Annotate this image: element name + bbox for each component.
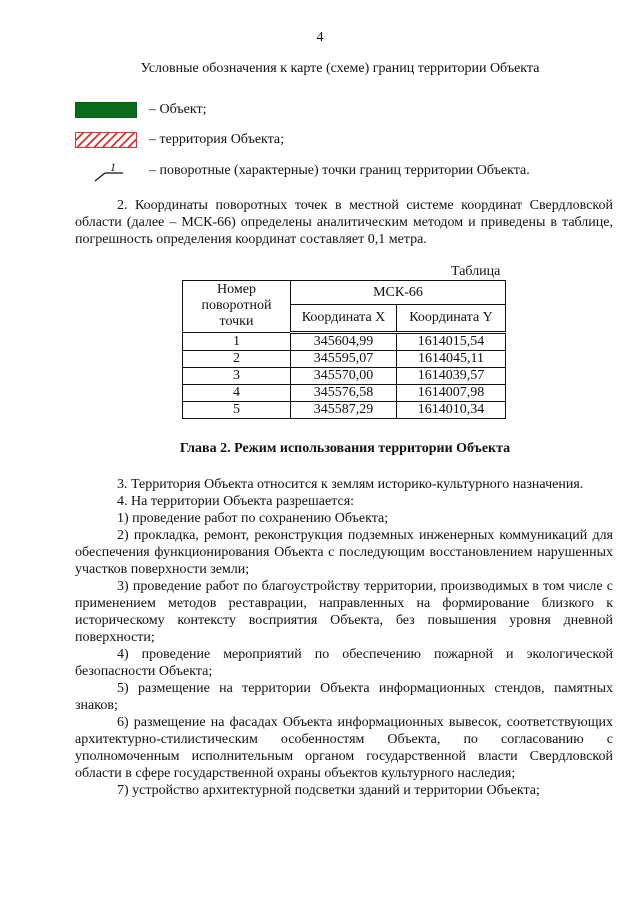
intro-text: 2. Координаты поворотных точек в местной системе координат Свердловской области (далее – МСК-66) определены аналитическим методом и приведены в таблице, погрешность определения координат составляет 0,1 метра. xyxy=(75,198,613,247)
legend-label-object: – Объект; xyxy=(149,102,207,117)
cell-y: 1614039,57 xyxy=(397,368,506,385)
list-item: 4) проведение мероприятий по обеспечению пожарной и экологической безопасности Объекта; xyxy=(75,647,613,679)
cell-point-number: 4 xyxy=(183,385,291,402)
cell-x: 345595,07 xyxy=(291,351,397,368)
list-item: 3) проведение работ по благоустройству территории, производимых в том числе с применением методов реставрации, направленных на формирование близкого к историческому контексту восприятия Объекта, без повышения уровня дневной поверхности; xyxy=(75,579,613,645)
page-number: 4 xyxy=(316,30,324,45)
cell-x: 345570,00 xyxy=(291,368,397,385)
territory-hatch-icon xyxy=(75,132,137,148)
coordinates-table xyxy=(182,280,506,419)
chapter-title: Глава 2. Режим использования территории Объекта xyxy=(179,441,511,456)
cell-point-number: 2 xyxy=(183,351,291,368)
paragraph-4: 4. На территории Объекта разрешается: xyxy=(117,494,355,509)
list-item: 1) проведение работ по сохранению Объекта; xyxy=(117,511,389,526)
object-swatch-icon xyxy=(75,102,137,118)
regime-paragraphs xyxy=(75,476,613,799)
header-coordinate-system: МСК-66 xyxy=(291,281,506,305)
paragraph-3: 3. Территория Объекта относится к землям историко-культурного назначения. xyxy=(117,477,584,492)
legend-item-territory xyxy=(75,129,284,151)
coordinates-paragraph xyxy=(75,197,613,248)
cell-x: 345587,29 xyxy=(291,402,397,419)
table-row xyxy=(183,351,506,368)
cell-x: 345576,58 xyxy=(291,385,397,402)
cell-point-number: 5 xyxy=(183,402,291,419)
cell-point-number: 1 xyxy=(183,333,291,351)
list-item: 2) прокладка, ремонт, реконструкция подземных инженерных коммуникаций для обеспечения функционирования Объекта с последующим восстановлением нарушенных участков поверхности земли; xyxy=(75,528,613,577)
legend-title: Условные обозначения к карте (схеме) границ территории Объекта xyxy=(140,61,540,76)
legend-item-object xyxy=(75,99,206,121)
cell-y: 1614045,11 xyxy=(397,351,506,368)
table-row xyxy=(183,402,506,419)
cell-y: 1614010,34 xyxy=(397,402,506,419)
turning-point-icon xyxy=(75,160,137,182)
list-item: 7) устройство архитектурной подсветки зданий и территории Объекта; xyxy=(117,783,540,798)
header-coordinate-y: Координата Y xyxy=(397,305,506,333)
legend-label-point: – поворотные (характерные) точки границ территории Объекта. xyxy=(149,163,530,178)
cell-y: 1614007,98 xyxy=(397,385,506,402)
header-point-number: Номер поворотной точки xyxy=(183,281,291,333)
legend-item-point xyxy=(75,160,530,182)
table-row xyxy=(183,333,506,351)
table-row xyxy=(183,368,506,385)
cell-y: 1614015,54 xyxy=(397,333,506,351)
table-caption: Таблица xyxy=(451,264,501,279)
table-row xyxy=(183,385,506,402)
turning-point-number: 1 xyxy=(110,160,116,174)
legend-label-territory: – территория Объекта; xyxy=(149,132,285,147)
list-item: 5) размещение на территории Объекта информационных стендов, памятных знаков; xyxy=(75,681,613,713)
header-coordinate-x: Координата X xyxy=(291,305,397,333)
list-item: 6) размещение на фасадах Объекта информационных вывесок, соответствующих архитектурно-стилистическим особенностям Объекта, по согласованию с уполномоченным исполнительным органом государственной власти Свердловской области в сфере государственной охраны объектов культурного наследия; xyxy=(75,715,613,781)
cell-x: 345604,99 xyxy=(291,333,397,351)
cell-point-number: 3 xyxy=(183,368,291,385)
